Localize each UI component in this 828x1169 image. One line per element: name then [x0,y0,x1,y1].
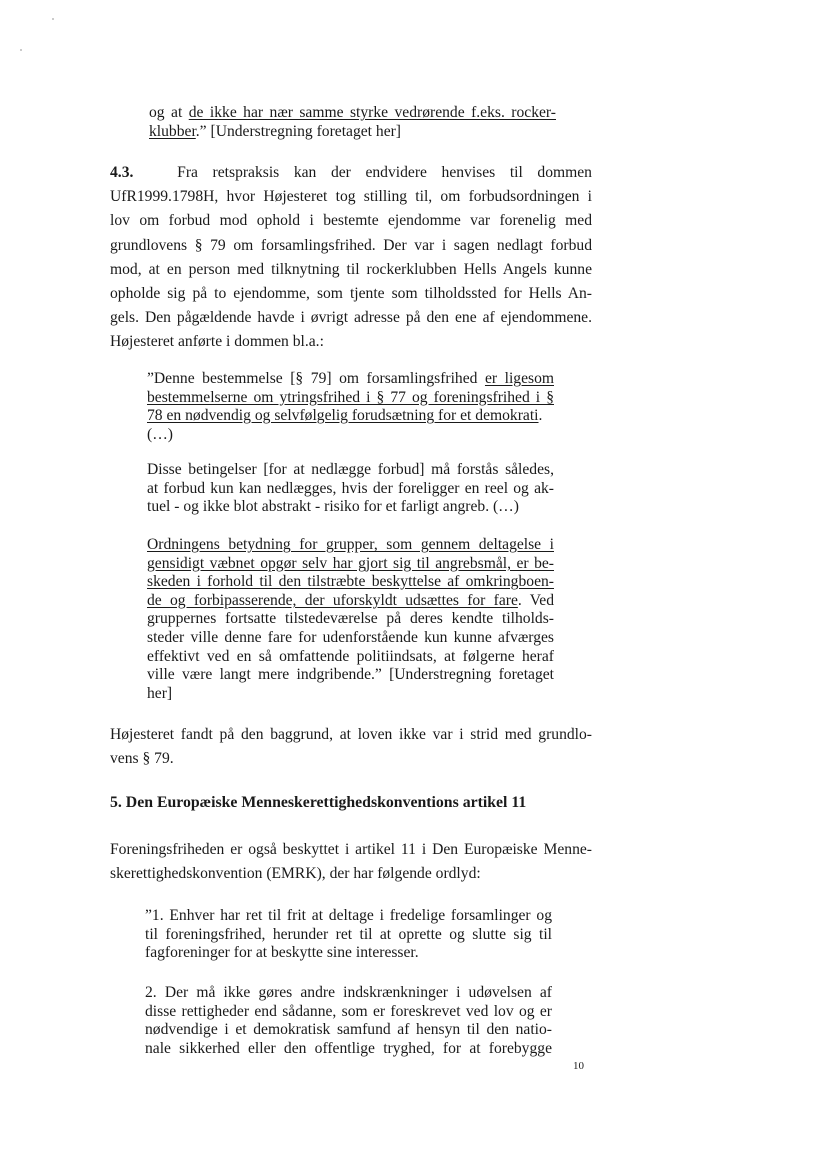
quote-line [147,536,554,555]
quote-line [149,122,556,141]
underlined-text: de og forbipasserende, der uforskyldt udsættes for fare [147,591,518,609]
quote-text: . [538,407,543,425]
underlined-text: de ikke har nær samme styrke vedrørende f.eks. rocker- [188,104,556,121]
quote-line [147,592,554,611]
court-quote-2 [147,461,554,517]
paragraph-line: opholde sig på to ejendomme, som tjente som tilholdssted for Hells An- [110,285,592,303]
quote-line: ville være langt mere indgribende.” [Understregning foretaget [147,666,554,684]
quote-line: til foreningsfrihed, herunder ret til at oprette og slutte sig til [145,925,552,943]
paragraph-line: lov om forbud mod ophold i bestemte ejendomme var forenelig med [110,212,592,230]
quote-line [147,370,554,389]
underlined-text: 78 en nødvendig og selvfølgelig forudsætning for et demokrati [147,407,539,425]
quote-line: gruppernes fortsatte tilstedeværelse på deres kendte tilholds- [147,610,554,628]
quote-text: ”Denne bestemmelse [§ 79] om forsamlingsfrihed [147,370,485,387]
court-quote-1 [147,370,554,444]
quote-text: .” [Understregning foretaget her] [195,123,402,140]
scan-speck [52,18,54,20]
paragraph-line: Højesteret fandt på den baggrund, at loven ikke var i strid med grundlo- [110,726,592,743]
article-11-paragraph-1 [145,907,552,963]
paragraph-line: grundlovens § 79 om forsamlingsfrihed. Der var i sagen nedlagt forbud [110,236,592,254]
quote-line: fagforeninger for at beskytte sine interesser. [145,944,419,962]
quote-line [147,573,554,592]
paragraph-line [110,161,592,185]
scan-speck [20,49,22,51]
conclusion-paragraph [110,723,592,771]
quote-text: og at [149,104,189,121]
paragraph-line: vens § 79. [110,750,174,768]
quote-line: (…) [147,425,173,443]
quote-line [147,389,554,408]
quote-line: nale sikkerhed eller den offentlige tryghed, for at forebygge [145,1039,552,1057]
quote-line: nødvendige i et demokratisk samfund af hensyn til den natio- [145,1021,552,1039]
quote-line: ”1. Enhver har ret til frit at deltage i fredelige forsamlinger og [145,907,552,924]
underlined-text: bestemmelserne om ytringsfrihed i § 77 og foreningsfrihed i § [147,388,554,406]
section-4-3-paragraph [110,161,592,355]
paragraph-line: UfR1999.1798H, hvor Højesteret tog stilling til, om forbudsordningen i [110,188,592,206]
article-11-paragraph-2 [145,984,552,1058]
underlined-text: er ligesom [484,370,554,387]
court-quote-3 [147,536,554,703]
section-5-heading: 5. Den Europæiske Menneskerettighedskonventions artikel 11 [110,794,527,811]
paragraph-line: Foreningsfriheden er også beskyttet i artikel 11 i Den Europæiske Menne- [110,841,592,858]
top-quote [149,103,556,141]
section-5-intro [110,838,592,886]
quote-line: steder ville denne fare for udenforstående kun kunne afværges [147,628,554,646]
quote-line [147,407,554,426]
quote-line: effektivt ved en så omfattende politiindsats, at følgerne heraf [147,647,554,665]
underlined-text: klubber [149,123,196,140]
paragraph-text: Fra retspraksis kan der endvidere henvises til dommen [177,164,592,181]
quote-line: 2. Der må ikke gøres andre indskrænkninger i udøvelsen af [145,984,552,1001]
quote-text: . Ved [517,591,554,609]
section-number: 4.3. [110,164,134,181]
quote-line: tuel - og ikke blot abstrakt - risiko for et farligt angreb. (…) [147,498,519,516]
underlined-text: skeden i forhold til den tilstræbte beskyttelse af omkringboen- [147,573,554,591]
quote-line: her] [147,684,173,702]
paragraph-line: mod, at en person med tilknytning til rockerklubben Hells Angels kunne [110,260,592,278]
quote-line: disse rettigheder end sådanne, som er foreskrevet ved lov og er [145,1002,552,1020]
quote-line: Disse betingelser [for at nedlægge forbud] må forstås således, [147,461,554,478]
quote-line: at forbud kun kan nedlægges, hvis der foreligger en reel og ak- [147,479,554,497]
quote-line [147,555,554,574]
quote-line [149,103,556,122]
underlined-text: gensidigt væbnet opgør selv har gjort sig til angrebsmål, er be- [147,554,554,572]
paragraph-line: skerettighedskonvention (EMRK), der har følgende ordlyd: [110,865,481,883]
underlined-text: Ordningens betydning for grupper, som gennem deltagelse i [147,536,554,553]
paragraph-line: Højesteret anførte i dommen bl.a.: [110,333,324,351]
paragraph-line: gels. Den pågældende havde i øvrigt adresse på den ene af ejendommene. [110,309,592,327]
page-number: 10 [573,1060,584,1072]
